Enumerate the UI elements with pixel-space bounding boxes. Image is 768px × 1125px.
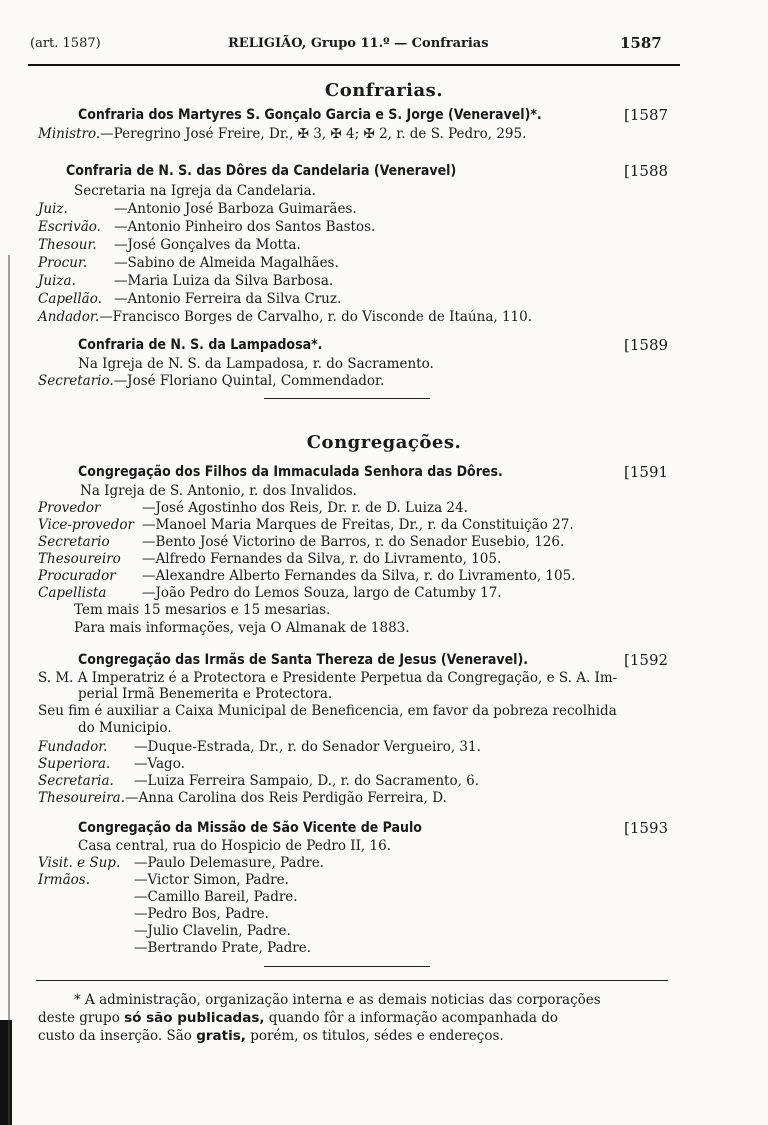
role-label: Juiz. — [38, 201, 68, 217]
footnote-text: deste grupo — [38, 1010, 120, 1026]
entry-note: Tem mais 15 mesarios e 15 mesarias. — [74, 602, 331, 618]
entry-line — [38, 568, 575, 584]
entry-line — [38, 126, 526, 142]
role-label: Procurador — [38, 568, 116, 584]
entry-heading: Confraria de N. S. das Dôres da Candelaria (Veneravel) — [66, 163, 457, 179]
role-label: Capellista — [38, 585, 107, 601]
entry-number: [1591 — [624, 463, 669, 481]
role-label: Irmãos. — [38, 872, 90, 888]
entry-line: —Julio Clavelin, Padre. — [134, 923, 291, 939]
entry-paragraph: Seu fim é auxiliar a Caixa Municipal de Beneficencia, em favor da pobreza recolhida — [38, 703, 617, 719]
footnote-emphasis: gratis, — [196, 1028, 246, 1044]
entry-number: [1593 — [624, 819, 669, 837]
entry-line — [38, 237, 301, 253]
header-article-ref: (art. 1587) — [30, 36, 101, 51]
role-text: —Antonio José Barboza Guimarães. — [114, 201, 357, 217]
role-label: Superiora. — [38, 756, 111, 772]
footnote-text: porém, os titulos, sédes e endereços. — [250, 1028, 504, 1044]
role-label: Secretario. — [38, 373, 114, 389]
entry-line — [38, 201, 357, 217]
role-text: —Luiza Ferreira Sampaio, D., r. do Sacramento, 6. — [134, 773, 480, 789]
footnote-text: quando fôr a informação acompanhada do — [268, 1010, 559, 1026]
role-text: —Antonio Pinheiro dos Santos Bastos. — [114, 219, 376, 235]
entry-line — [38, 855, 324, 871]
role-text: —Vago. — [134, 756, 185, 772]
entry-line — [38, 773, 479, 789]
entry-subline: Na Igreja de N. S. da Lampadosa, r. do Sacramento. — [78, 356, 434, 372]
entry-heading: Congregação dos Filhos da Immaculada Senhora das Dôres. — [78, 464, 503, 480]
entry-paragraph: S. M. A Imperatriz é a Protectora e Presidente Perpetua da Congregação, e S. A. Im- — [38, 670, 618, 686]
role-text: —Sabino de Almeida Magalhães. — [114, 255, 339, 271]
scan-edge-bar — [0, 1020, 12, 1125]
role-text: —Peregrino José Freire, Dr., ✠ 3, ✠ 4; ✠ 2, r. de S. Pedro, 295. — [100, 126, 527, 142]
role-text: —Manoel Maria Marques de Freitas, Dr., r. da Constituição 27. — [142, 517, 574, 533]
entry-paragraph: do Municipio. — [78, 720, 172, 736]
entry-line — [38, 219, 375, 235]
role-text: —Francisco Borges de Carvalho, r. do Visconde de Itaúna, 110. — [99, 309, 533, 325]
role-label: Thesoureiro — [38, 551, 121, 567]
role-text: —Anna Carolina dos Reis Perdigão Ferreira, D. — [125, 790, 447, 806]
entry-line — [38, 872, 289, 888]
entry-line — [38, 585, 502, 601]
role-text: —Alexandre Alberto Fernandes da Silva, r. do Livramento, 105. — [142, 568, 576, 584]
entry-line — [38, 309, 532, 325]
entry-line: —Bertrando Prate, Padre. — [134, 940, 312, 956]
role-label: Thesour. — [38, 237, 97, 253]
role-text: —Victor Simon, Padre. — [134, 872, 289, 888]
role-text: —Duque-Estrada, Dr., r. do Senador Vergueiro, 31. — [134, 739, 481, 755]
entry-subline: Na Igreja de S. Antonio, r. dos Invalidos. — [80, 483, 357, 499]
role-label: Juiza. — [38, 273, 76, 289]
entry-line — [38, 739, 481, 755]
entry-number: [1587 — [624, 106, 669, 124]
footnote-text: custo da inserção. São — [38, 1028, 192, 1044]
role-label: Visit. e Sup. — [38, 855, 121, 871]
entry-line — [38, 273, 333, 289]
role-label: Andador. — [38, 309, 100, 325]
section-title-congregacoes: Congregações. — [306, 432, 462, 453]
entry-line — [38, 373, 384, 389]
entry-line — [38, 551, 501, 567]
section-title-confrarias: Confrarias. — [324, 80, 444, 101]
role-label: Escrivão. — [38, 219, 101, 235]
role-label: Provedor — [38, 500, 101, 516]
role-text: —João Pedro do Lemos Souza, largo de Catumby 17. — [142, 585, 502, 601]
role-text: —Bento José Victorino de Barros, r. do Senador Eusebio, 126. — [142, 534, 565, 550]
role-label: Vice-provedor — [38, 517, 135, 533]
role-text: —Maria Luiza da Silva Barbosa. — [114, 273, 334, 289]
role-label: Capellão. — [38, 291, 102, 307]
role-label: Secretario — [38, 534, 110, 550]
header-title: RELIGIÃO, Grupo 11.º — Confrarias — [228, 36, 489, 51]
entry-heading: Confraria dos Martyres S. Gonçalo Garcia e S. Jorge (Veneravel)*. — [78, 107, 542, 123]
role-label: Procur. — [38, 255, 88, 271]
role-text: —José Agostinho dos Reis, Dr. r. de D. Luiza 24. — [142, 500, 468, 516]
footnote-line — [38, 1010, 558, 1026]
entry-note: Para mais informações, veja O Almanak de 1883. — [74, 620, 410, 636]
entry-heading: Congregação das Irmãs de Santa Thereza de Jesus (Veneravel). — [78, 652, 529, 668]
entry-paragraph: perial Irmã Benemerita e Protectora. — [78, 686, 333, 702]
entry-subline: Casa central, rua do Hospicio de Pedro II, 16. — [78, 838, 391, 854]
role-text: —Alfredo Fernandes da Silva, r. do Livramento, 105. — [142, 551, 502, 567]
entry-subline: Secretaria na Igreja da Candelaria. — [74, 183, 316, 199]
role-label: Fundador. — [38, 739, 108, 755]
footnote-line: * A administração, organização interna e as demais noticias das corporações — [74, 992, 601, 1008]
footnote-line — [38, 1028, 504, 1044]
section-divider — [264, 398, 430, 399]
scan-edge-line — [8, 255, 10, 1125]
entry-line — [38, 534, 564, 550]
entry-number: [1592 — [624, 651, 669, 669]
entry-line: —Pedro Bos, Padre. — [134, 906, 269, 922]
section-divider — [264, 966, 430, 967]
entry-line — [38, 790, 447, 806]
entry-line — [38, 517, 574, 533]
role-text: —Paulo Delemasure, Padre. — [134, 855, 324, 871]
entry-line: —Camillo Bareil, Padre. — [134, 889, 298, 905]
entry-heading: Congregação da Missão de São Vicente de Paulo — [78, 820, 422, 836]
entry-line — [38, 291, 341, 307]
entry-number: [1589 — [624, 336, 669, 354]
footnote-emphasis: só são publicadas, — [124, 1010, 265, 1026]
role-text: —José Gonçalves da Motta. — [114, 237, 301, 253]
header-page-number: 1587 — [620, 34, 662, 52]
entry-line — [38, 756, 185, 772]
role-text: —Antonio Ferreira da Silva Cruz. — [114, 291, 342, 307]
role-label: Thesoureira. — [38, 790, 125, 806]
role-label: Ministro. — [38, 126, 101, 142]
header-rule — [28, 64, 680, 66]
entry-line — [38, 255, 339, 271]
entry-heading: Confraria de N. S. da Lampadosa*. — [78, 337, 323, 353]
role-text: —José Floriano Quintal, Commendador. — [113, 373, 385, 389]
role-label: Secretaria. — [38, 773, 114, 789]
entry-line — [38, 500, 468, 516]
entry-number: [1588 — [624, 162, 669, 180]
footnote-rule — [36, 980, 668, 981]
